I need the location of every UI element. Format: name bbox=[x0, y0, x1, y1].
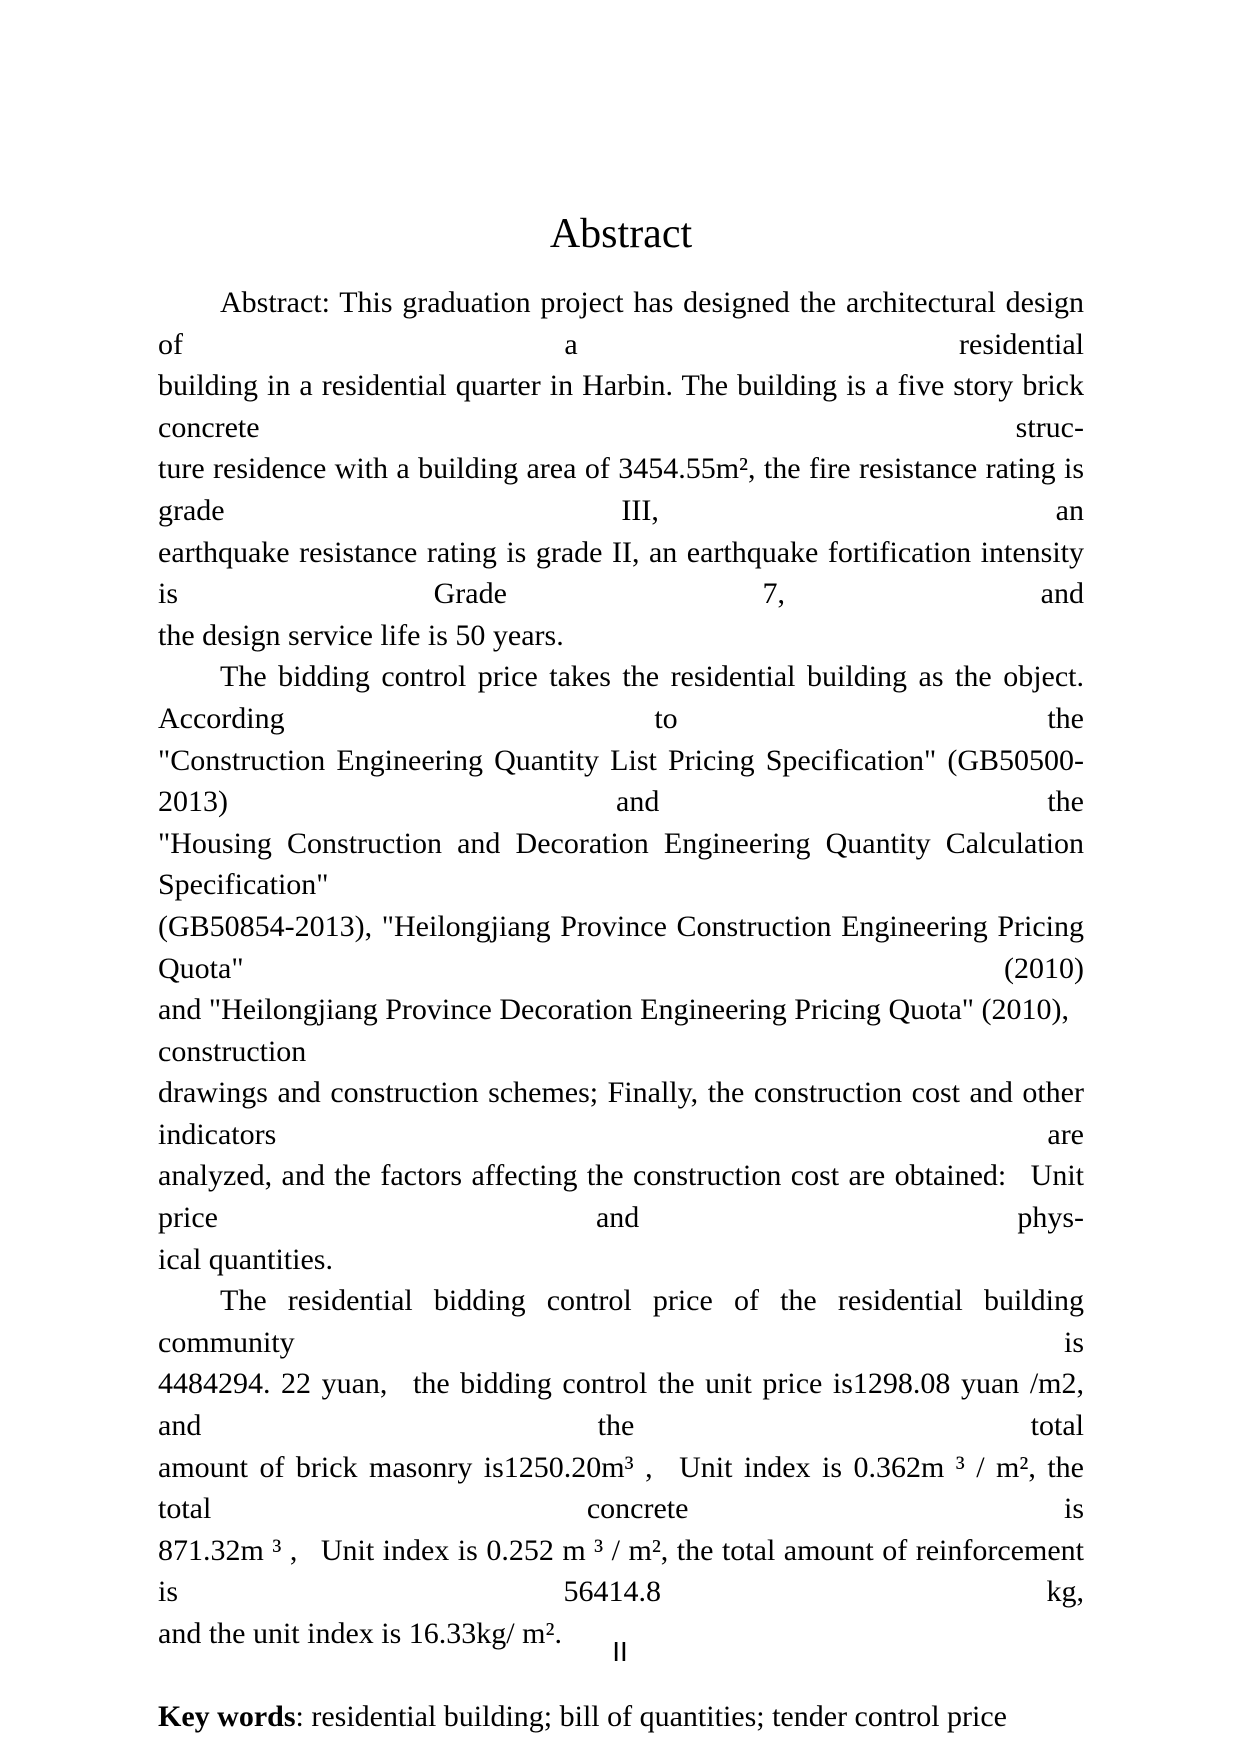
keywords-label: Key words bbox=[158, 1699, 296, 1733]
paragraph-2-line: The bidding control price takes the residential building as the object. According to the bbox=[158, 660, 1084, 735]
paragraph-3-line: The residential bidding control price of the residential building community is bbox=[158, 1284, 1084, 1359]
paragraph-1-line: the design service life is 50 years. bbox=[158, 618, 564, 652]
keywords-text: : residential building; bill of quantities; tender control price bbox=[295, 1699, 1007, 1733]
paragraph-2-line: drawings and construction schemes; Finally, the construction cost and other indicators are bbox=[158, 1076, 1084, 1151]
paragraph-1-line: building in a residential quarter in Harbin. The building is a five story brick concrete struc- bbox=[158, 369, 1084, 444]
paragraph-2-line: and "Heilongjiang Province Decoration Engineering Pricing Quota" (2010), construction bbox=[158, 993, 1084, 1068]
paragraph-1-line: Abstract: This graduation project has designed the architectural design of a residential bbox=[158, 286, 1084, 361]
paragraph-2-line: ical quantities. bbox=[158, 1242, 333, 1276]
paragraph-3-line: 4484294. 22 yuan, the bidding control the unit price is1298.08 yuan /m2, and the total bbox=[158, 1367, 1084, 1443]
paragraph-1-line: ture residence with a building area of 3454.55m², the fire resistance rating is grade III, an bbox=[158, 452, 1084, 527]
paragraph-1-line: earthquake resistance rating is grade II, an earthquake fortification intensity is Grade 7, and bbox=[158, 535, 1084, 611]
keywords-line bbox=[158, 1696, 1084, 1738]
paragraph-2-line: "Construction Engineering Quantity List Pricing Specification" (GB50500-2013) and the bbox=[158, 743, 1084, 819]
paragraph-2-line: "Housing Construction and Decoration Engineering Quantity Calculation Specification" bbox=[158, 826, 1084, 902]
paragraph-3-line: amount of brick masonry is1250.20m³ , Unit index is 0.362m ³ / m², the total concrete is bbox=[158, 1450, 1084, 1526]
page-content bbox=[158, 0, 1084, 1737]
paragraph-3-line: 871.32m ³ , Unit index is 0.252 m ³ / m², the total amount of reinforcement is 56414.8 kg, bbox=[158, 1533, 1084, 1609]
abstract-body bbox=[158, 282, 1084, 1655]
page-number: II bbox=[612, 1636, 628, 1667]
paragraph-3-line: and the unit index is 16.33kg/ m². bbox=[158, 1617, 562, 1650]
page-title: Abstract bbox=[549, 211, 693, 257]
paragraph-2-line: (GB50854-2013), "Heilongjiang Province Construction Engineering Pricing Quota" (2010) bbox=[158, 909, 1084, 985]
paragraph-2-line: analyzed, and the factors affecting the construction cost are obtained: Unit price and phys- bbox=[158, 1159, 1084, 1235]
